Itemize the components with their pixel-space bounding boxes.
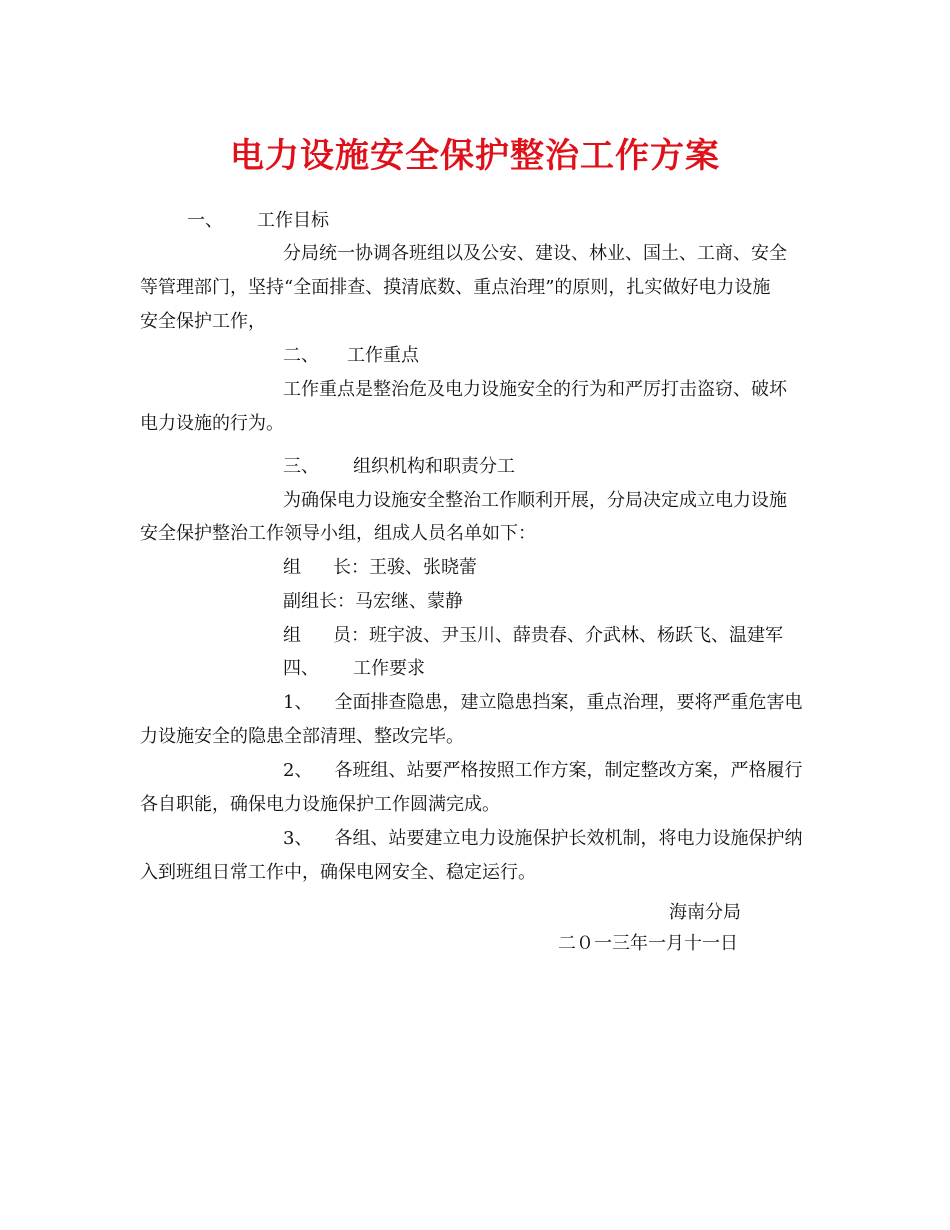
section-4-number: 四、 [283,658,319,679]
section-1-number: 一、 [187,210,223,231]
req-2-line-2: 各自职能，确保电力设施保护工作圆满完成。 [140,794,500,815]
member-label-a: 组 [283,625,301,646]
deputy-line [283,590,463,614]
section-2-title: 工作重点 [347,345,419,366]
section-2-heading [283,344,419,368]
p3-line-2: 安全保护整治工作领导小组，组成人员名单如下： [140,523,536,544]
p1-line-1: 分局统一协调各班组以及公安、建设、林业、国土、工商、安全 [283,243,787,264]
member-label-b: 员： [333,625,369,646]
leader-line [283,556,477,580]
req-3-text-1: 各组、站要建立电力设施保护长效机制，将电力设施保护纳 [334,828,803,849]
req-3-line-1 [283,827,802,851]
document-title: 电力设施安全保护整治工作方案 [230,136,720,176]
member-line [283,624,783,648]
deputy-label: 副组长： [283,591,355,612]
req-1-text-1: 全面排查隐患，建立隐患挡案，重点治理，要将严重危害电 [334,692,803,713]
section-1-heading [187,209,329,233]
leader-label-b: 长： [333,557,369,578]
p2-line-2: 电力设施的行为。 [140,413,284,434]
req-2-text-1: 各班组、站要严格按照工作方案，制定整改方案，严格履行 [334,760,803,781]
req-1-line-1 [283,691,802,715]
signature-org: 海南分局 [669,902,741,923]
req-2-line-1 [283,759,802,783]
p2-line-1: 工作重点是整治危及电力设施安全的行为和严厉打击盗窃、破坏 [283,379,787,400]
leader-label-a: 组 [283,557,301,578]
req-3-number: 3、 [283,828,313,849]
req-1-line-2: 力设施安全的隐患全部清理、整改完毕。 [140,726,464,747]
p3-line-1: 为确保电力设施安全整治工作顺利开展，分局决定成立电力设施 [283,490,787,511]
section-4-heading [283,657,425,681]
req-3-line-2: 入到班组日常工作中，确保电网安全、稳定运行。 [140,862,536,883]
section-4-title: 工作要求 [353,658,425,679]
deputy-names: 马宏继、蒙静 [355,591,463,612]
section-3-heading [283,455,515,479]
section-2-number: 二、 [283,345,319,366]
section-1-title: 工作目标 [257,210,329,231]
req-1-number: 1、 [283,692,313,713]
req-2-number: 2、 [283,760,313,781]
member-names: 班宇波、尹玉川、薛贵春、介武林、杨跃飞、温建军 [369,625,783,646]
p1-line-2: 等管理部门，坚持“全面排查、摸清底数、重点治理”的原则，扎实做好电力设施 [140,277,771,298]
leader-names: 王骏、张晓蕾 [369,557,477,578]
section-3-title: 组织机构和职责分工 [353,456,515,477]
p1-line-3: 安全保护工作， [140,311,266,332]
section-3-number: 三、 [283,456,319,477]
signature-date: 二０一三年一月十一日 [558,933,738,954]
